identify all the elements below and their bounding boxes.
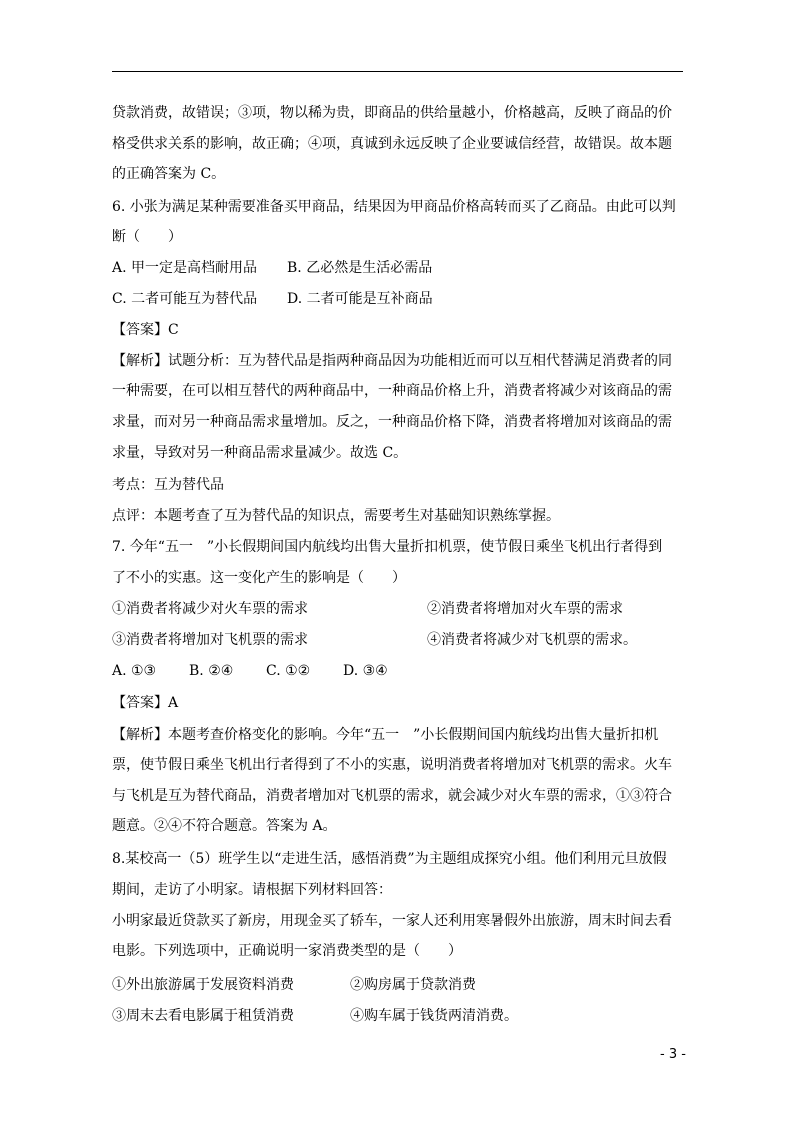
header-rule [112, 71, 683, 72]
q7-items-row-1 [112, 599, 623, 619]
q5-tail-line-1: 贷款消费，故错误；③项，物以稀为贵，即商品的供给量越小，价格越高，反映了商品的价 [112, 105, 672, 121]
q6-kaodian: 考点：互为替代品 [112, 477, 224, 493]
q6-option-c: C. 二者可能互为替代品 [112, 291, 258, 307]
q6-analysis-line-2: 一种需要，在可以相互替代的两种商品中，一种商品价格上升，消费者将减少对该商品的需 [112, 383, 672, 399]
q7-analysis-line-4: 题意。②④不符合题意。答案为 A。 [112, 818, 337, 834]
q8-intro-line-1: 8.某校高一（5）班学生以“走进生活，感悟消费”为主题组成探究小组。他们利用元旦放假 [112, 851, 667, 867]
q6-option-d: D. 二者可能是互补商品 [287, 291, 433, 307]
q6-options-row-2 [112, 289, 433, 309]
q7-items-row-2 [112, 630, 637, 650]
q8-item-1: ①外出旅游属于发展资料消费 [112, 977, 294, 993]
q7-item-1: ①消费者将减少对火车票的需求 [112, 601, 308, 617]
q7-item-2: ②消费者将增加对火车票的需求 [427, 601, 623, 617]
q7-analysis-line-1: 【解析】本题考查价格变化的影响。今年“五一 ”小长假期间国内航线均出售大量折扣机 [112, 727, 659, 743]
q6-options-row-1 [112, 258, 432, 278]
q8-material-line-2: 电影。下列选项中，正确说明一家消费类型的是（ ） [112, 943, 462, 959]
q8-item-4: ④购车属于钱货两清消费。 [350, 1008, 518, 1024]
q6-option-a: A. 甲一定是高档耐用品 [112, 260, 258, 276]
q6-stem-line-2: 断（ ） [112, 229, 182, 245]
q6-option-b: B. 乙必然是生活必需品 [287, 260, 433, 276]
q7-analysis-line-2: 票，使节假日乘坐飞机出行者得到了不小的实惠，说明消费者将增加对飞机票的需求。火车 [112, 757, 672, 773]
q7-answer: 【答案】A [112, 695, 179, 711]
q7-option-c: C. ①② [266, 663, 311, 679]
q5-tail-line-2: 格受供求关系的影响，故正确；④项，真诚到永远反映了企业要诚信经营，故错误。故本题 [112, 136, 672, 152]
q8-items-row-1 [112, 975, 476, 995]
q8-item-3: ③周末去看电影属于租赁消费 [112, 1008, 294, 1024]
q7-analysis-line-3: 与飞机是互为替代商品，消费者增加对飞机票的需求，就会减少对火车票的需求，①③符合 [112, 788, 672, 804]
q7-option-b: B. ②④ [189, 663, 234, 679]
q7-options-row [112, 661, 388, 681]
q6-analysis-line-3: 求量，而对另一种商品需求量增加。反之，一种商品价格下降，消费者将增加对该商品的需 [112, 414, 672, 430]
q8-intro-line-2: 期间，走访了小明家。请根据下列材料回答： [112, 882, 392, 898]
q6-analysis-line-4: 求量，导致对另一种商品需求量减少。故选 C。 [112, 445, 408, 461]
q7-item-4: ④消费者将减少对飞机票的需求。 [427, 632, 637, 648]
q7-item-3: ③消费者将增加对飞机票的需求 [112, 632, 308, 648]
q6-dianping: 点评：本题考查了互为替代品的知识点，需要考生对基础知识熟练掌握。 [112, 508, 560, 524]
q7-stem-line-1: 7. 今年“五一 ”小长假期间国内航线均出售大量折扣机票，使节假日乘坐飞机出行者得到 [112, 539, 663, 555]
q6-answer: 【答案】C [112, 322, 179, 338]
q6-analysis-line-1: 【解析】试题分析：互为替代品是指两种商品因为功能相近而可以互相代替满足消费者的同 [112, 353, 672, 369]
q8-material-line-1: 小明家最近贷款买了新房，用现金买了轿车，一家人还利用寒暑假外出旅游，周末时间去看 [112, 913, 672, 929]
q8-items-row-2 [112, 1006, 518, 1026]
q7-option-d: D. ③④ [343, 663, 388, 679]
q6-stem-line-1: 6. 小张为满足某种需要准备买甲商品，结果因为甲商品价格高转而买了乙商品。由此可以判 [112, 199, 676, 215]
q7-stem-line-2: 了不小的实惠。这一变化产生的影响是（ ） [112, 570, 406, 586]
q8-item-2: ②购房属于贷款消费 [350, 977, 476, 993]
q5-tail-line-3: 的正确答案为 C。 [112, 166, 226, 182]
q7-option-a: A. ①③ [112, 663, 157, 679]
page-number: - 3 - [660, 1047, 686, 1062]
